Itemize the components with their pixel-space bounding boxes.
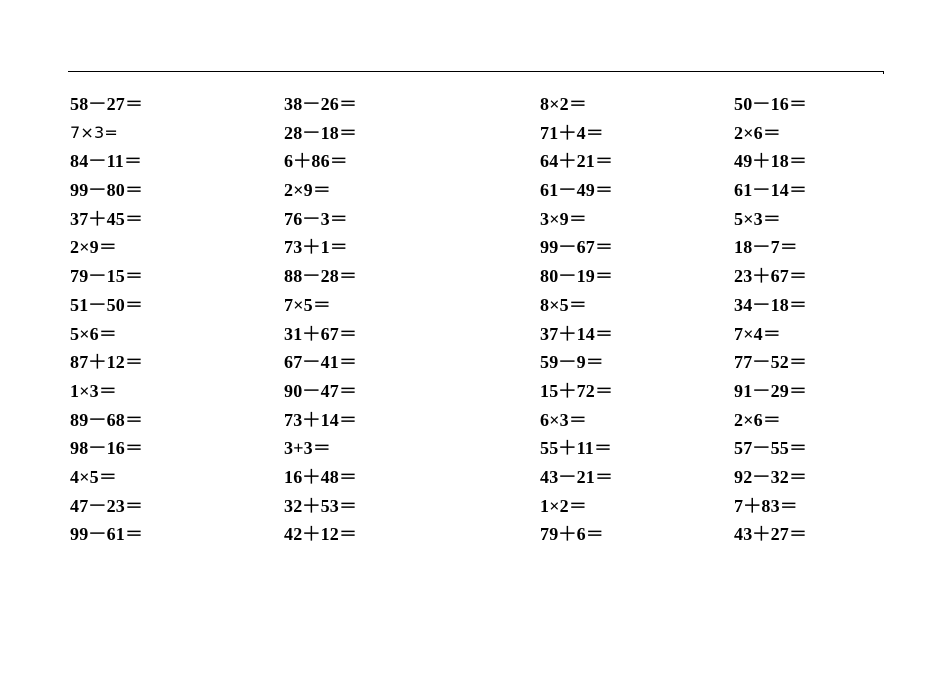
math-problem: 99－67＝ (540, 237, 614, 258)
math-problem: 76－3＝ (284, 208, 348, 229)
math-problem: 47－23＝ (70, 495, 144, 516)
math-problem: 18－7＝ (734, 237, 798, 258)
math-problem: 73＋1＝ (284, 237, 348, 258)
math-problem: 90－47＝ (284, 380, 358, 401)
math-problem: 91－29＝ (734, 380, 808, 401)
math-problem: 7＋83＝ (734, 495, 798, 516)
math-problem: 99－61＝ (70, 524, 144, 545)
math-problem: 42＋12＝ (284, 524, 358, 545)
math-problem: 80－19＝ (540, 266, 614, 287)
math-problem: 98－16＝ (70, 438, 144, 459)
math-problem: 2×6＝ (734, 122, 782, 143)
header-rule-end-mark (883, 71, 884, 74)
math-problem: 57－55＝ (734, 438, 808, 459)
math-problem: 1×2＝ (540, 495, 588, 516)
math-problem: 7×4＝ (734, 323, 782, 344)
math-problem: 43＋27＝ (734, 524, 808, 545)
math-problem: 2×9＝ (284, 180, 332, 201)
math-problem: 6×3＝ (540, 409, 588, 430)
math-problem: 7×5＝ (284, 294, 332, 315)
math-problem: 34－18＝ (734, 294, 808, 315)
math-problem: 59－9＝ (540, 352, 604, 373)
problem-column-2 (284, 90, 357, 549)
math-problem: 5×3＝ (734, 208, 782, 229)
math-problem: 92－32＝ (734, 466, 808, 487)
math-problem: 7×3= (70, 122, 118, 142)
problem-column-3 (540, 90, 613, 549)
problem-column-4 (734, 90, 807, 549)
math-problem: 15＋72＝ (540, 380, 614, 401)
math-problem: 37＋14＝ (540, 323, 614, 344)
math-problem: 8×5＝ (540, 294, 588, 315)
math-problem: 16＋48＝ (284, 466, 358, 487)
math-problem: 99－80＝ (70, 180, 144, 201)
math-problem: 89－68＝ (70, 409, 144, 430)
header-rule (68, 71, 884, 72)
math-problem: 43－21＝ (540, 466, 614, 487)
math-problem: 87＋12＝ (70, 352, 144, 373)
math-problem: 4×5＝ (70, 466, 118, 487)
problem-column-1 (70, 90, 143, 549)
math-problem: 51－50＝ (70, 294, 144, 315)
math-problem: 3+3＝ (284, 438, 332, 459)
math-problem: 38－26＝ (284, 94, 358, 114)
math-problem: 5×6＝ (70, 323, 118, 344)
math-problem: 61－14＝ (734, 180, 808, 201)
math-problem: 67－41＝ (284, 352, 358, 373)
math-problem: 2×6＝ (734, 409, 782, 430)
math-problem: 55＋11＝ (540, 438, 613, 459)
math-problem: 23＋67＝ (734, 266, 808, 287)
math-problem: 88－28＝ (284, 266, 358, 287)
math-problem: 79－15＝ (70, 266, 144, 287)
math-problem: 84－11＝ (70, 151, 143, 172)
math-problem: 32＋53＝ (284, 495, 358, 516)
math-problem: 79＋6＝ (540, 524, 604, 545)
math-problem: 49＋18＝ (734, 151, 808, 172)
math-problem: 3×9＝ (540, 208, 588, 229)
math-problem: 1×3＝ (70, 380, 118, 401)
math-problem: 37＋45＝ (70, 208, 144, 229)
math-problem: 8×2＝ (540, 94, 588, 114)
math-problem: 2×9＝ (70, 237, 118, 258)
math-problem: 58－27＝ (70, 94, 144, 114)
math-problem: 50－16＝ (734, 94, 808, 114)
math-problem: 28－18＝ (284, 122, 358, 143)
math-problem: 64＋21＝ (540, 151, 614, 172)
math-problem: 31＋67＝ (284, 323, 358, 344)
math-problem: 73＋14＝ (284, 409, 358, 430)
math-problem: 6＋86＝ (284, 151, 348, 172)
math-problem: 71＋4＝ (540, 122, 604, 143)
math-problem: 77－52＝ (734, 352, 808, 373)
math-problem: 61－49＝ (540, 180, 614, 201)
